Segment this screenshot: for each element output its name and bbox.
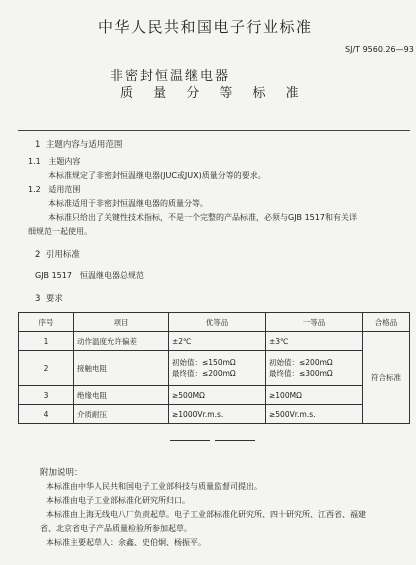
cell-no: 4 <box>19 405 74 424</box>
reference-standard: GJB 1517 恒温继电器总规范 <box>35 271 144 280</box>
cell-superior: ±2℃ <box>169 332 266 351</box>
note-line: 本标准由电子工业部标准化研究所归口。 <box>46 496 190 505</box>
doc-subtitle: 质 量 分 等 标 准 <box>120 86 307 101</box>
cell-first: ±3℃ <box>266 332 363 351</box>
table-row <box>19 386 410 405</box>
section-1-2-text1: 本标准适用于非密封恒温继电器的质量分等。 <box>48 199 208 208</box>
cell-first-initial: 初始值：≤200mΩ <box>269 358 333 367</box>
col-header-no: 序号 <box>19 313 74 332</box>
end-rule-left <box>170 440 210 441</box>
cell-first: ≥500Vr.m.s. <box>266 405 363 424</box>
col-header-qualified: 合格品 <box>363 313 410 332</box>
section-1-2-text2: 本标准只给出了关键性技术指标，不是一个完整的产品标准，必须与GJB 1517和有关详 <box>48 213 357 222</box>
table-row <box>19 332 410 351</box>
section-1-1-text: 本标准规定了非密封恒温继电器(JUC或JUX)质量分等的要求。 <box>48 171 266 180</box>
cell-qualified: 符合标准 <box>363 332 410 424</box>
section-1-2-text3: 细规范一起使用。 <box>28 227 92 236</box>
cell-superior: ≥1000Vr.m.s. <box>169 405 266 424</box>
note-line: 本标准由上海无线电八厂负责起草。电子工业部标准化研究所、四十研究所、江西省、福建 <box>46 510 366 519</box>
cell-first <box>266 351 363 386</box>
table-header-row <box>19 313 410 332</box>
cell-no: 3 <box>19 386 74 405</box>
cell-item: 绝缘电阻 <box>74 386 169 405</box>
cell-first: ≥100MΩ <box>266 386 363 405</box>
col-header-item: 项目 <box>74 313 169 332</box>
standard-code: SJ/T 9560.26—93 <box>345 45 414 54</box>
cell-item: 接触电阻 <box>74 351 169 386</box>
doc-title: 非密封恒温继电器 <box>110 69 231 84</box>
cell-first-final: 最终值：≤300mΩ <box>269 369 333 378</box>
col-header-superior: 优等品 <box>169 313 266 332</box>
table-row <box>19 351 410 386</box>
cell-item: 动作温度允许偏差 <box>74 332 169 351</box>
note-line: 本标准主要起草人：余鑫、史伯炯、杨振平。 <box>46 538 206 547</box>
standard-title: 中华人民共和国电子行业标准 <box>98 18 313 36</box>
cell-superior-initial: 初始值：≤150mΩ <box>172 358 236 367</box>
cell-superior: ≥500MΩ <box>169 386 266 405</box>
section-1-1-title: 1.1 主题内容 <box>28 157 81 166</box>
cell-no: 2 <box>19 351 74 386</box>
note-line: 省、北京省电子产品质量检验所参加起草。 <box>40 524 192 533</box>
section-1-2-title: 1.2 适用范围 <box>28 185 81 194</box>
note-line: 本标准由中华人民共和国电子工业部科技与质量监督司提出。 <box>46 482 262 491</box>
section-1: 1 主题内容与适用范围 <box>35 140 123 150</box>
table-row <box>19 405 410 424</box>
requirements-table <box>18 312 410 424</box>
col-header-first: 一等品 <box>266 313 363 332</box>
cell-no: 1 <box>19 332 74 351</box>
notes-heading: 附加说明： <box>40 468 83 478</box>
header-rule <box>18 130 410 131</box>
cell-superior-final: 最终值：≤200mΩ <box>172 369 236 378</box>
section-2: 2 引用标准 <box>35 250 80 260</box>
cell-superior <box>169 351 266 386</box>
section-3: 3 要求 <box>35 294 63 304</box>
end-rule-right <box>215 440 255 441</box>
cell-item: 介质耐压 <box>74 405 169 424</box>
